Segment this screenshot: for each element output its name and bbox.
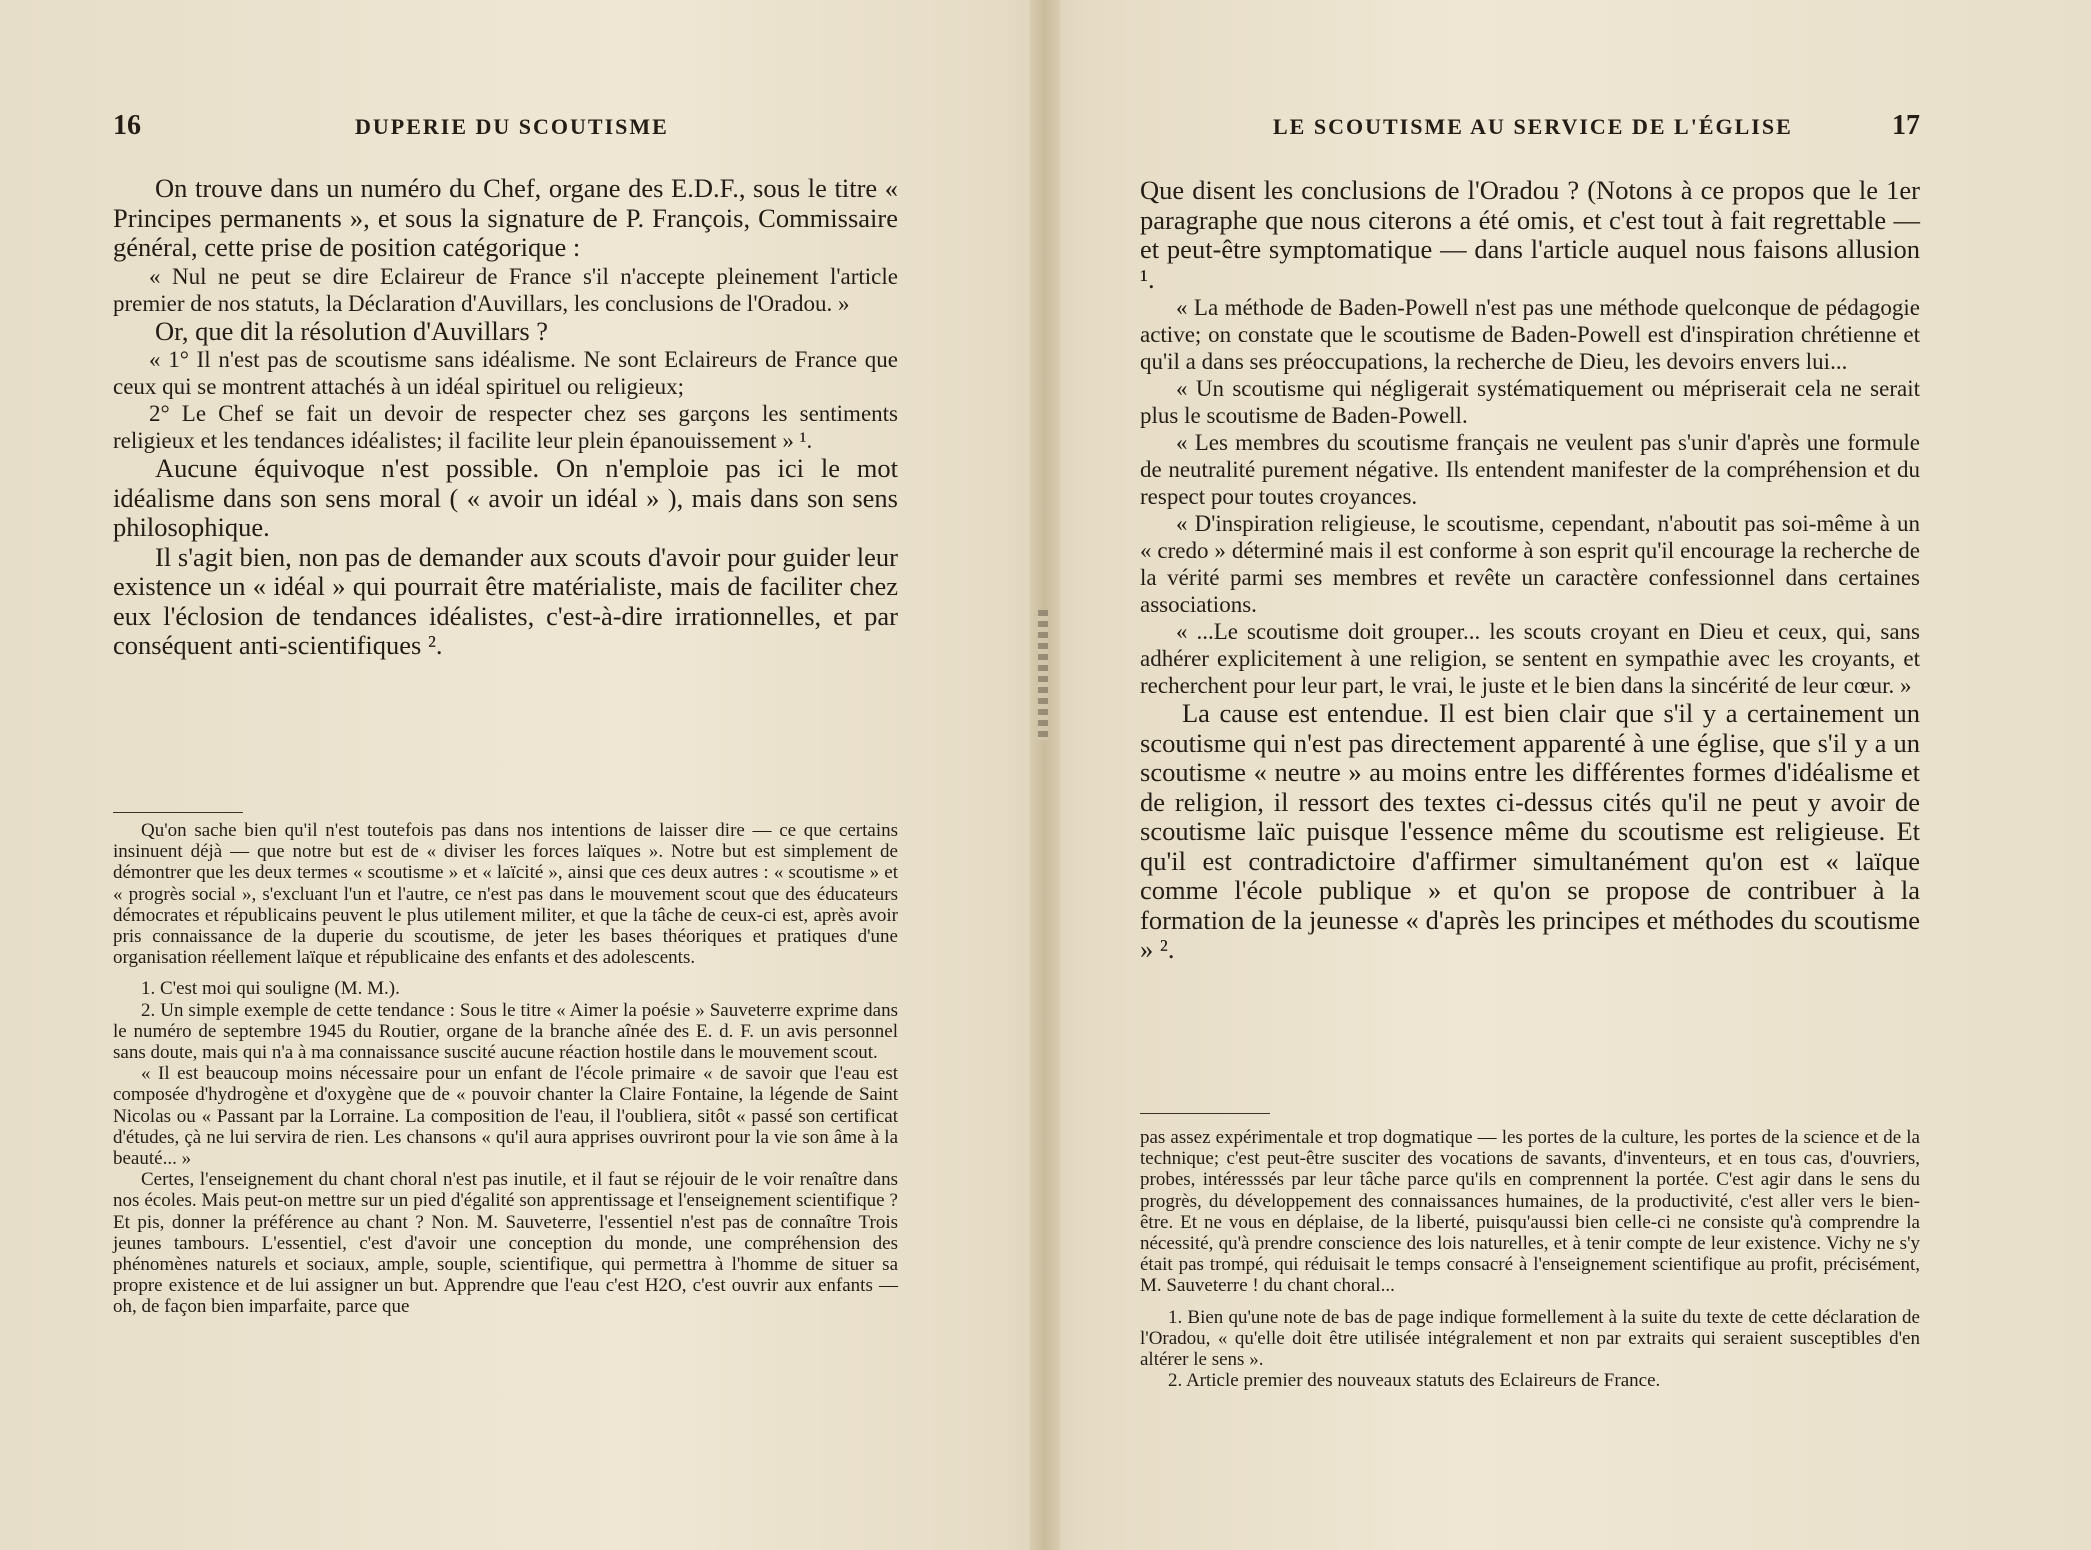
footnotes xyxy=(1140,1127,1920,1391)
footnote: 1. Bien qu'une note de bas de page indique formellement à la suite du texte de cette déclaration de l'Oradou, « qu'elle doit être utilisée intégralement et non par extraits qui seraient susceptibles d'en altérer le sens ». xyxy=(1140,1306,1920,1371)
running-head: DUPERIE DU SCOUTISME xyxy=(355,114,669,139)
footnote: 1. C'est moi qui souligne (M. M.). xyxy=(141,978,400,1000)
page-left xyxy=(0,0,1030,1550)
paragraph: Aucune équivoque n'est possible. On n'emploie pas ici le mot idéalisme dans son sens moral ( « avoir un idéal » ), mais dans son sens philosophique. xyxy=(113,453,898,542)
footnote-rule xyxy=(1140,1113,1270,1114)
page-number: 17 xyxy=(1892,110,1920,141)
quotation: « Un scoutisme qui négligerait systématiquement ou mépriserait cela ne serait plus le scoutisme de Baden-Powell. xyxy=(1140,376,1920,428)
quotation: « 1° Il n'est pas de scoutisme sans idéalisme. Ne sont Eclaireurs de France que ceux qui se montrent attachés à un idéal spirituel ou religieux; xyxy=(113,347,898,399)
paragraph: On trouve dans un numéro du Chef, organe des E.D.F., sous le titre « Principes permanents », et sous la signature de P. François, Commissaire général, cette prise de position catégorique : xyxy=(113,173,898,262)
page-number: 16 xyxy=(113,110,141,141)
footnote-rule xyxy=(113,812,243,813)
quotation: « Les membres du scoutisme français ne veulent pas s'unir d'après une formule de neutralité purement négative. Ils entendent manifester de la compréhension et du respect pour toutes croyances. xyxy=(1140,430,1920,509)
quotation: 2° Le Chef se fait un devoir de respecter chez ses garçons les sentiments religieux et les tendances idéalistes; il facilite leur plein épanouissement » ¹. xyxy=(113,401,898,453)
footnote-gap xyxy=(1140,1297,1920,1307)
footnote: « Il est beaucoup moins nécessaire pour un enfant de l'école primaire « de savoir que l'eau est composée d'hydrogène et d'oxygène que de « pouvoir chanter la Claire Fontaine, la légende de Saint Nicolas ou « Passant par la Lorraine. La composition de l'eau, il l'oubliera, sitôt « passé son certificat d'études, çà ne lui servira de rien. Les chansons « qu'il aura apprises ouvriront pour la vie son âme à la beauté... » xyxy=(113,1063,898,1170)
quotation: « Nul ne peut se dire Eclaireur de France s'il n'accepte pleinement l'article premier de nos statuts, la Déclaration d'Auvillars, les conclusions de l'Oradou. » xyxy=(113,263,898,316)
footnote: Certes, l'enseignement du chant choral n'est pas inutile, et il faut se réjouir de le voir renaître dans nos écoles. Mais peut-on mettre sur un pied d'égalité son apprentissage et l'enseignement scientifique ? Et pis, donner la préférence au chant ? Non. M. Sauveterre, l'essentiel n'est pas de connaître Trois jeunes tambours. L'essentiel, c'est d'avoir une conception du monde, une compréhension des phénomènes naturels et sociaux, ample, souple, scientifique, qui permettra à l'homme de situer sa propre existence et de lui assigner un but. Apprendre que l'eau c'est H2O, c'est ouvrir aux enfants — oh, de façon bien imparfaite, parce que xyxy=(113,1169,898,1318)
binding-stitch xyxy=(1038,610,1048,740)
page-right xyxy=(1060,0,2091,1550)
book-gutter xyxy=(1030,0,1060,1550)
footnote-gap xyxy=(113,968,898,978)
paragraph: Or, que dit la résolution d'Auvillars ? xyxy=(155,315,549,346)
footnote: 2. Un simple exemple de cette tendance : Sous le titre « Aimer la poésie » Sauveterre exprime dans le numéro de septembre 1945 du Routier, organe de la branche aînée des E. d. F. un avis personnel sans doute, mais qui n'a à ma connaissance suscité aucune réaction hostile dans le mouvement scout. xyxy=(113,999,898,1064)
footnotes xyxy=(113,820,898,1318)
footnote: 2. Article premier des nouveaux statuts des Eclaireurs de France. xyxy=(1168,1370,1661,1392)
footnote: pas assez expérimentale et trop dogmatique — les portes de la culture, les portes de la science et de la technique; c'est peut-être susciter des vocations de savants, d'inventeurs, et en tous cas, d'ouvriers, probes, intéresssés par leur tâche parce qu'ils en comprennent la portée. C'est agir dans le sens du progrès, du développement des connaissances humaines, de la productivité, c'est aller vers le bien-être. Et ne vous en déplaise, de la liberté, puisqu'aussi bien celle-ci ne consiste qu'à comprendre la nécessité, qu'à prendre conscience des lois naturelles, et à tenir compte de leur existence. Vichy ne s'y était pas trompé, qui réduisait le temps consacré à l'enseignement scientifique au profit, précisément, M. Sauveterre ! du chant choral... xyxy=(1140,1127,1920,1297)
quotation: « ...Le scoutisme doit grouper... les scouts croyant en Dieu et ceux, qui, sans adhérer explicitement à une religion, se sentent en sympathie avec les croyants, et recherchent pour leur part, le vrai, le juste et le bien dans la sincérité de leur cœur. » xyxy=(1140,619,1920,698)
footnote: Qu'on sache bien qu'il n'est toutefois pas dans nos intentions de laisser dire — ce que certains insinuent déjà — que notre but est de « diviser les forces laïques ». Notre but est simplement de démontrer que les deux termes « scoutisme » et « laïcité », ainsi que ces deux autres : « scoutisme » et « progrès social », s'excluant l'un et l'autre, ce n'est pas dans le mouvement scout que des éducateurs démocrates et républicains peuvent le plus utilement militer, et que la tâche de ceux-ci est, après avoir pris connaissance de la duperie du scoutisme, de jeter les bases théoriques et pratiques d'une organisation réellement laïque et républicaine des enfants et des adolescents. xyxy=(113,820,898,969)
quotation: « D'inspiration religieuse, le scoutisme, cependant, n'aboutit pas soi-même à un « credo » déterminé mais il est conforme à son esprit qu'il encourage la recherche de la vérité parmi ses membres et revête un caractère confessionnel dans certaines associations. xyxy=(1140,511,1920,617)
paragraph: Il s'agit bien, non pas de demander aux scouts d'avoir pour guider leur existence un « idéal » qui pourrait être matérialiste, mais de faciliter chez eux l'éclosion de tendances idéalistes, c'est-à-dire irrationnelles, et par conséquent anti-scientifiques ². xyxy=(113,541,898,660)
paragraph: Que disent les conclusions de l'Oradou ? (Notons à ce propos que le 1er paragraphe que nous citerons a été omis, et c'est tout à fait regrettable — et peut-être symptomatique — dans l'article auquel nous faisons allusion ¹. xyxy=(1140,175,1920,294)
running-head: LE SCOUTISME AU SERVICE DE L'ÉGLISE xyxy=(1273,114,1793,139)
main-text xyxy=(1140,176,1920,965)
quotation: « La méthode de Baden-Powell n'est pas une méthode quelconque de pédagogie active; on constate que le scoutisme de Baden-Powell est d'inspiration chrétienne et qu'il a dans ses préoccupations, la recherche de Dieu, les devoirs envers lui... xyxy=(1140,295,1920,374)
paragraph: La cause est entendue. Il est bien clair que s'il y a certainement un scoutisme qui n'est pas directement apparenté à une église, que s'il y a un scoutisme « neutre » au moins entre les différentes formes d'idéalisme et de religion, il ressort des textes ci-dessus cités qu'il ne peut y avoir de scoutisme laïc puisque l'essence même du scoutisme est religieuse. Et qu'il est contradictoire d'affirmer simultanément qu'on est « laïque comme l'école publique » et qu'on se propose de contribuer à la formation de la jeunesse « d'après les principes et méthodes du scoutisme » ². xyxy=(1140,698,1920,964)
main-text xyxy=(113,174,898,661)
